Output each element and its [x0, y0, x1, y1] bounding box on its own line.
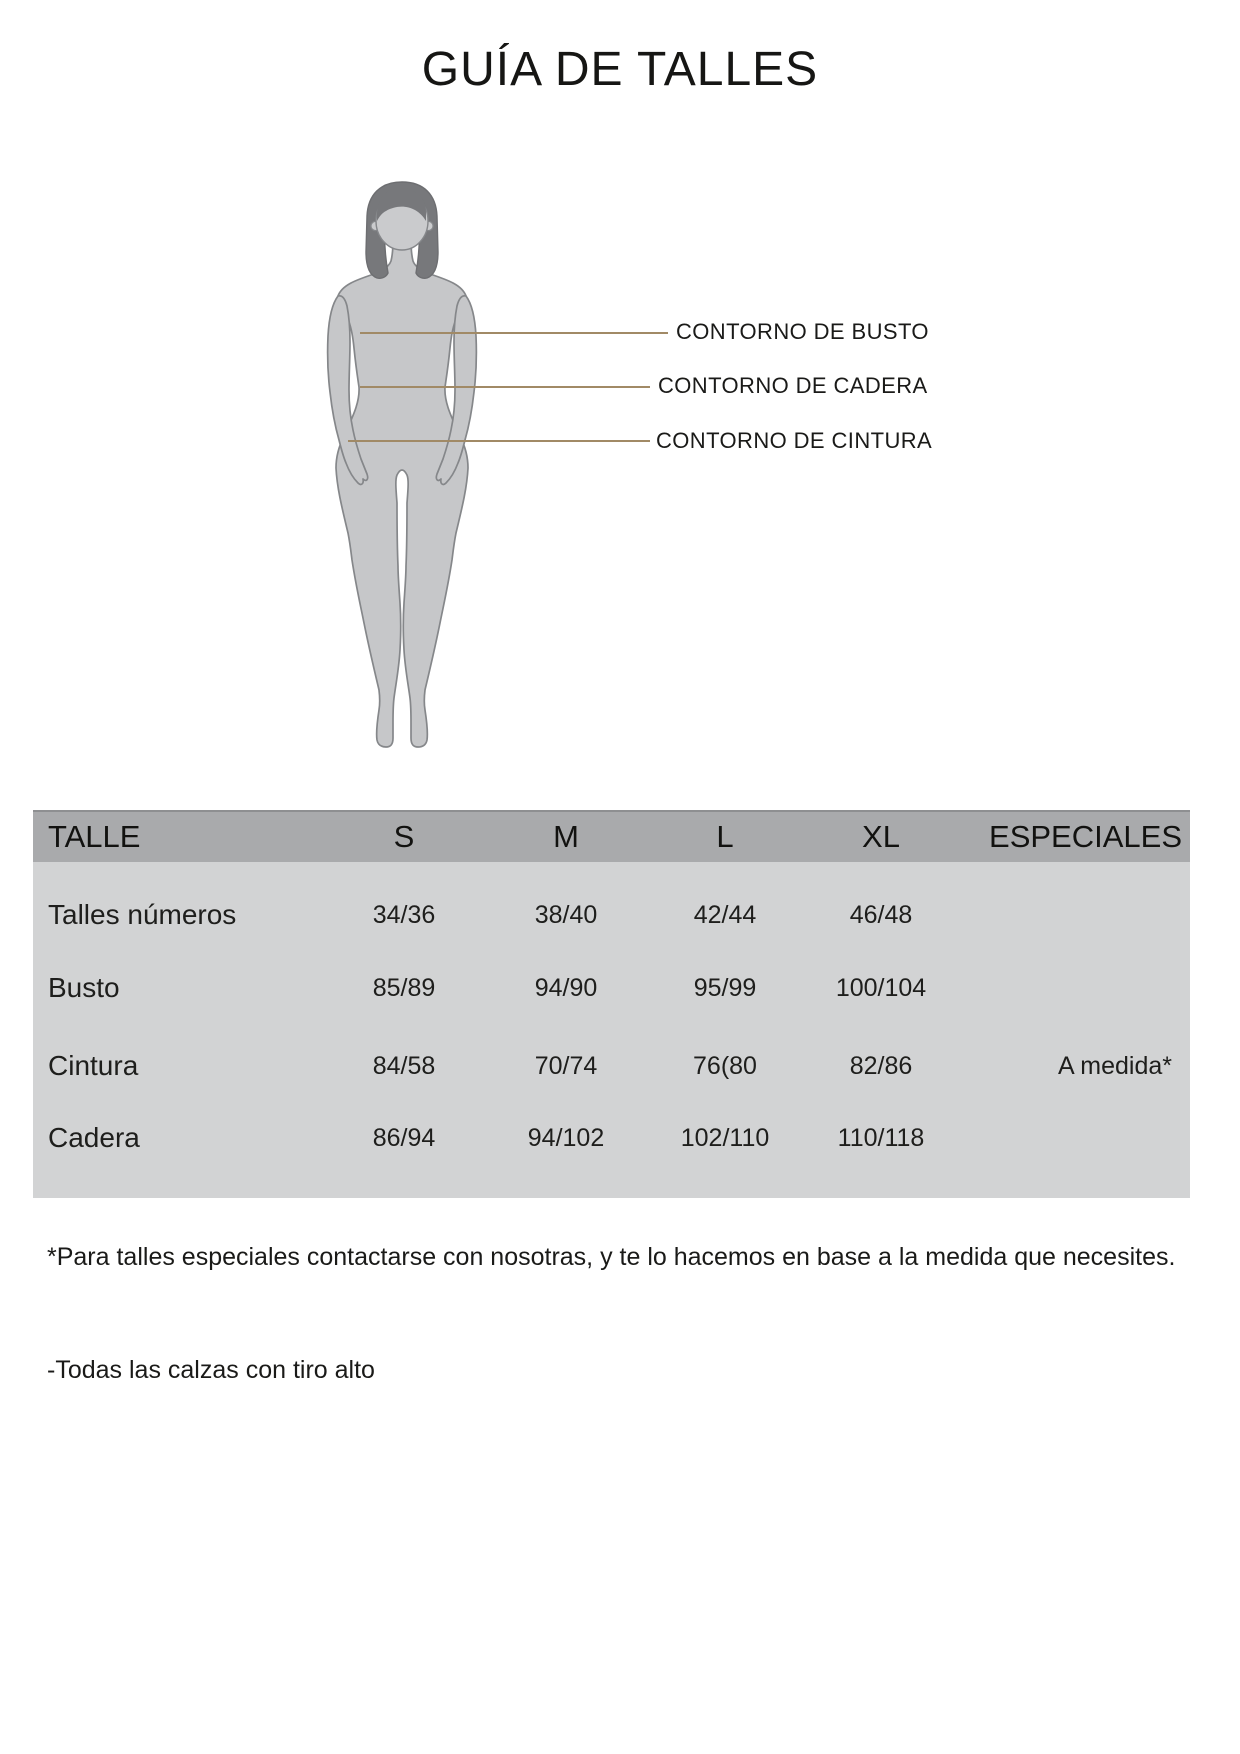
size-table	[33, 810, 1190, 1198]
leggings-note: -Todas las calzas con tiro alto	[47, 1356, 375, 1384]
size-table-header-row	[33, 810, 1190, 862]
table-row-cadera	[33, 1118, 1190, 1158]
special-sizes-note: *Para talles especiales contactarse con nosotras, y te lo hacemos en base a la medida que necesites.	[47, 1243, 1176, 1271]
size-cell: 86/94	[372, 1123, 436, 1152]
busto-pointer-line	[360, 332, 668, 334]
header-cell-l: L	[716, 819, 734, 854]
row-label: Cadera	[48, 1122, 140, 1153]
size-cell: 70/74	[534, 1051, 598, 1080]
size-cell: 38/40	[534, 900, 598, 929]
size-cell: 95/99	[693, 973, 757, 1002]
busto-annotation-label: CONTORNO DE BUSTO	[676, 319, 929, 344]
size-cell: 46/48	[849, 900, 913, 929]
table-row-cintura	[33, 1046, 1190, 1086]
row-label: Cintura	[48, 1050, 139, 1081]
header-cell-especiales: ESPECIALES	[989, 819, 1182, 854]
size-cell: 110/118	[837, 1123, 925, 1152]
cadera-pointer-line	[360, 386, 650, 388]
page-title: GUÍA DE TALLES	[421, 43, 819, 96]
size-cell: 82/86	[849, 1051, 913, 1080]
header-cell-m: M	[553, 819, 579, 854]
size-cell: 34/36	[372, 900, 436, 929]
size-cell: 42/44	[693, 900, 757, 929]
size-cell: 100/104	[835, 973, 927, 1002]
table-row-talles-numeros	[33, 895, 1190, 935]
size-cell: 85/89	[372, 973, 436, 1002]
size-cell: 84/58	[372, 1051, 436, 1080]
size-cell: 76(80	[693, 1051, 757, 1080]
header-cell-s: S	[393, 819, 415, 854]
header-cell-talle: TALLE	[48, 819, 141, 854]
row-label: Talles números	[48, 899, 237, 930]
cintura-pointer-line	[348, 440, 650, 442]
size-cell: 102/110	[680, 1123, 770, 1152]
size-cell: 94/102	[527, 1123, 605, 1152]
row-label: Busto	[48, 972, 120, 1003]
female-silhouette	[322, 178, 482, 750]
header-cell-xl: XL	[862, 819, 900, 854]
cadera-annotation-label: CONTORNO DE CADERA	[658, 373, 928, 398]
cintura-annotation-label: CONTORNO DE CINTURA	[656, 428, 933, 453]
size-table-body	[33, 862, 1190, 1198]
size-cell: 94/90	[534, 973, 598, 1002]
body-shape	[336, 237, 468, 747]
table-row-busto	[33, 968, 1190, 1008]
especiales-note: A medida*	[1058, 1052, 1172, 1080]
